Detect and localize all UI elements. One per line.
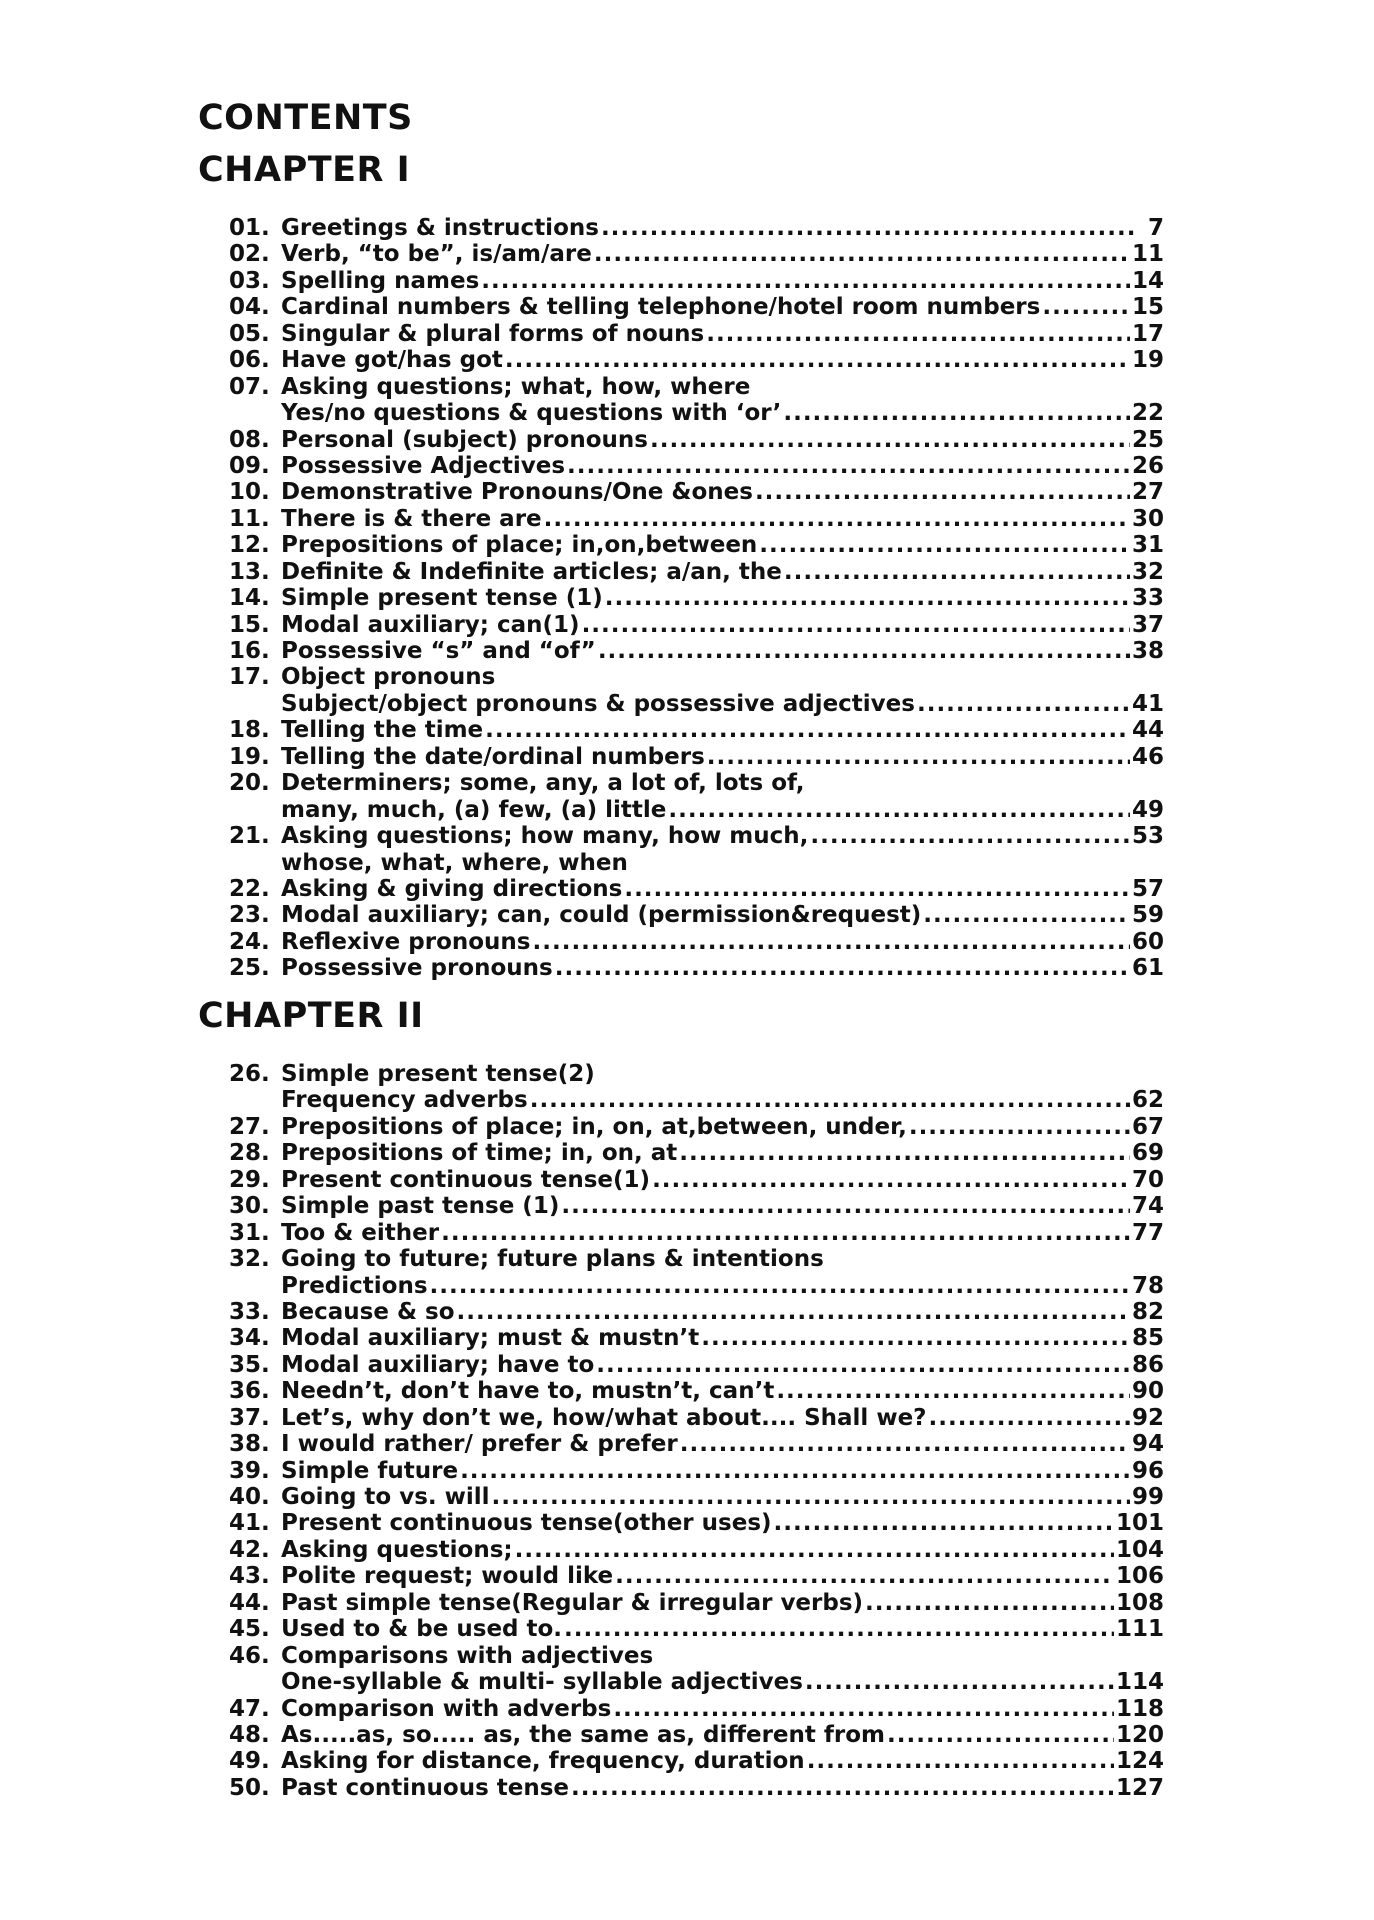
toc-entry (229, 1061, 1164, 1087)
toc-entry-number: 09. (229, 452, 270, 479)
toc-entry (229, 1616, 1164, 1642)
toc-page-number: 7 (1147, 215, 1164, 241)
toc-entry (229, 479, 1164, 505)
dot-leader (615, 1563, 1114, 1589)
toc-entry-number: 37. (229, 1404, 270, 1431)
toc-entry-title: Possessive “s” and “of” (281, 638, 596, 664)
toc-page-number: 74 (1131, 1193, 1164, 1220)
toc-entry-title: Reflexive pronouns (281, 928, 531, 955)
toc-page-number: 96 (1131, 1457, 1164, 1484)
toc-entry (229, 1563, 1164, 1589)
dot-leader (707, 744, 1130, 770)
toc-entry-title: Singular & plural forms of nouns (281, 320, 705, 347)
dot-leader (567, 453, 1130, 479)
toc-entry-number: 17. (229, 664, 270, 691)
dot-leader (481, 268, 1130, 294)
toc-entry-title: Polite request; would like (281, 1563, 614, 1590)
toc-entry-title: Personal (subject) pronouns (281, 426, 648, 453)
toc-entry-number: 29. (229, 1166, 270, 1193)
toc-entry (229, 876, 1164, 902)
toc-entry-number: 42. (229, 1536, 270, 1563)
dot-leader (923, 902, 1130, 928)
toc-entry-title: Past continuous tense (281, 1774, 570, 1801)
toc-entry (229, 1431, 1164, 1457)
dot-leader (887, 1722, 1114, 1748)
toc-page-number: 108 (1115, 1589, 1164, 1616)
toc-entry-number: 16. (229, 638, 270, 664)
toc-entry (229, 1590, 1164, 1616)
toc-page-number: 111 (1115, 1616, 1164, 1643)
toc-entry-title: whose, what, where, when (281, 849, 628, 876)
toc-entry-title: Simple past tense (1) (281, 1193, 560, 1220)
toc-entry (229, 585, 1164, 611)
toc-entry-title: Simple present tense(2) (281, 1061, 595, 1087)
toc-entry-title: Possessive Adjectives (281, 452, 566, 479)
toc-entry (229, 215, 1164, 241)
toc-entry-number: 05. (229, 320, 270, 347)
toc-entry (229, 744, 1164, 770)
toc-entry-title: Asking & giving directions (281, 875, 623, 902)
toc-page-number: 60 (1131, 928, 1164, 955)
toc-page-number: 118 (1115, 1695, 1164, 1722)
toc-entry-title: One-syllable & multi- syllable adjectives (281, 1669, 803, 1696)
toc-entry-title: Simple future (281, 1457, 459, 1484)
toc-entry-number: 48. (229, 1721, 270, 1748)
toc-list-chapter-2 (229, 1061, 1164, 1801)
toc-page-number: 99 (1131, 1484, 1164, 1510)
toc-entry-title: Telling the date/ordinal numbers (281, 743, 705, 770)
dot-leader (430, 1273, 1130, 1299)
toc-entry-number: 31. (229, 1219, 270, 1246)
dot-leader (441, 1220, 1130, 1246)
toc-entry-number: 11. (229, 505, 270, 532)
toc-page-number: 33 (1131, 585, 1164, 612)
toc-entry-number: 40. (229, 1484, 270, 1510)
toc-entry-title: Modal auxiliary; must & mustn’t (281, 1325, 700, 1352)
toc-entry (229, 1114, 1164, 1140)
toc-page-number: 53 (1131, 823, 1164, 850)
toc-entry-number: 44. (229, 1589, 270, 1616)
dot-leader (668, 797, 1130, 823)
toc-entry-continuation (229, 850, 1164, 876)
toc-entry-title: Modal auxiliary; have to (281, 1351, 595, 1378)
toc-entry-continuation (229, 797, 1164, 823)
dot-leader (605, 585, 1130, 611)
toc-entry-continuation (229, 400, 1164, 426)
toc-entry (229, 955, 1164, 981)
toc-entry (229, 638, 1164, 664)
toc-entry-number: 06. (229, 347, 270, 374)
toc-entry-title: Greetings & instructions (281, 215, 599, 241)
toc-page-number: 85 (1131, 1325, 1164, 1352)
toc-entry-title: Predictions (281, 1272, 428, 1299)
dot-leader (530, 1087, 1130, 1113)
toc-entry (229, 1352, 1164, 1378)
toc-entry-title: Determiners; some, any, a lot of, lots of, (281, 770, 805, 797)
page-title: CONTENTS (198, 98, 413, 138)
toc-entry-title: Let’s, why don’t we, how/what about.... Shall we? (281, 1404, 927, 1431)
toc-entry (229, 1325, 1164, 1351)
toc-page-number: 77 (1131, 1219, 1164, 1246)
toc-entry-number: 23. (229, 902, 270, 929)
toc-entry (229, 1167, 1164, 1193)
toc-entry-title: Have got/has got (281, 347, 503, 374)
toc-entry-number: 24. (229, 928, 270, 955)
dot-leader (909, 1114, 1130, 1140)
toc-entry-continuation (229, 691, 1164, 717)
dot-leader (784, 559, 1130, 585)
dot-leader (865, 1590, 1114, 1616)
dot-leader (457, 1299, 1130, 1325)
toc-entry-title: Prepositions of time; in, on, at (281, 1140, 678, 1167)
toc-entry (229, 532, 1164, 558)
toc-page-number: 101 (1115, 1510, 1164, 1537)
toc-entry-number: 45. (229, 1616, 270, 1643)
toc-entry-number: 07. (229, 373, 270, 400)
toc-entry (229, 1510, 1164, 1536)
toc-page-number: 127 (1115, 1774, 1164, 1801)
toc-entry (229, 1140, 1164, 1166)
dot-leader (571, 1775, 1114, 1801)
toc-entry-title: Yes/no questions & questions with ‘or’ (281, 400, 782, 427)
toc-list-chapter-1 (229, 215, 1164, 982)
toc-entry-number: 32. (229, 1246, 270, 1273)
toc-entry (229, 1537, 1164, 1563)
toc-entry (229, 1484, 1164, 1510)
toc-page-number: 114 (1115, 1669, 1164, 1696)
toc-entry-title: Going to future; future plans & intentions (281, 1246, 824, 1273)
toc-entry-number: 49. (229, 1748, 270, 1775)
toc-entry (229, 664, 1164, 690)
toc-page-number: 82 (1131, 1298, 1164, 1325)
dot-leader (807, 1748, 1114, 1774)
dot-leader (679, 1140, 1130, 1166)
toc-page-number: 67 (1131, 1113, 1164, 1140)
toc-entry-title: Because & so (281, 1298, 455, 1325)
toc-page-number: 41 (1131, 690, 1164, 717)
dot-leader (759, 532, 1130, 558)
toc-page-number: 94 (1131, 1431, 1164, 1458)
toc-entry-title: Demonstrative Pronouns/One &ones (281, 479, 753, 506)
toc-page-number: 26 (1131, 452, 1164, 479)
toc-entry-number: 01. (229, 215, 270, 241)
toc-entry-number: 13. (229, 558, 270, 585)
toc-page-number: 27 (1131, 479, 1164, 506)
toc-entry-title: Going to vs. will (281, 1484, 490, 1510)
toc-entry-number: 27. (229, 1113, 270, 1140)
dot-leader (624, 876, 1130, 902)
toc-entry-title: There is & there are (281, 505, 542, 532)
dot-leader (774, 1510, 1114, 1536)
toc-page-number: 15 (1131, 294, 1164, 321)
toc-entry-title: As.....as, so..... as, the same as, different from (281, 1721, 885, 1748)
toc-page-number: 62 (1131, 1087, 1164, 1114)
toc-entry-continuation (229, 1273, 1164, 1299)
toc-entry-title: Modal auxiliary; can, could (permission&request) (281, 902, 922, 929)
toc-entry-number: 43. (229, 1563, 270, 1590)
toc-page-number: 78 (1131, 1272, 1164, 1299)
toc-page-number: 106 (1115, 1563, 1164, 1590)
toc-entry (229, 823, 1164, 849)
toc-entry (229, 929, 1164, 955)
toc-page-number: 46 (1131, 743, 1164, 770)
toc-entry-number: 38. (229, 1431, 270, 1458)
dot-leader (555, 955, 1130, 981)
toc-page-number: 25 (1131, 426, 1164, 453)
toc-entry-title: Spelling names (281, 267, 480, 294)
toc-entry (229, 1722, 1164, 1748)
dot-leader (485, 717, 1130, 743)
toc-page-number: 31 (1131, 532, 1164, 559)
dot-leader (561, 1193, 1130, 1219)
dot-leader (601, 215, 1134, 241)
dot-leader (917, 691, 1130, 717)
toc-entry (229, 1458, 1164, 1484)
toc-entry (229, 1643, 1164, 1669)
toc-entry-number: 26. (229, 1061, 270, 1087)
dot-leader (613, 1696, 1114, 1722)
toc-entry (229, 1775, 1164, 1801)
toc-entry-title: Prepositions of place; in, on, at,between, under, (281, 1113, 907, 1140)
toc-entry-number: 19. (229, 743, 270, 770)
toc-page-number: 124 (1115, 1748, 1164, 1775)
dot-leader (598, 638, 1130, 664)
toc-page-number: 30 (1131, 505, 1164, 532)
dot-leader (515, 1537, 1114, 1563)
toc-page-number: 70 (1131, 1166, 1164, 1193)
toc-entry-number: 21. (229, 823, 270, 850)
toc-entry-title: Object pronouns (281, 664, 496, 691)
toc-entry-number: 18. (229, 717, 270, 744)
toc-entry-title: Simple present tense (1) (281, 585, 603, 612)
toc-entry-title: Too & either (281, 1219, 440, 1246)
toc-entry-continuation (229, 1087, 1164, 1113)
toc-entry (229, 1378, 1164, 1404)
toc-entry (229, 902, 1164, 928)
toc-entry-number: 22. (229, 875, 270, 902)
dot-leader (776, 1378, 1130, 1404)
toc-entry-title: Used to & be used to. (281, 1616, 563, 1643)
dot-leader (810, 823, 1130, 849)
toc-entry-title: Definite & Indefinite articles; a/an, the (281, 558, 782, 585)
toc-entry-title: Frequency adverbs (281, 1087, 528, 1114)
toc-entry-number: 08. (229, 426, 270, 453)
dot-leader (582, 612, 1130, 638)
toc-entry-title: Verb, “to be”, is/am/are (281, 241, 592, 268)
toc-entry-number: 41. (229, 1510, 270, 1537)
toc-entry-title: Comparison with adverbs (281, 1695, 612, 1722)
toc-entry (229, 770, 1164, 796)
toc-entry-number: 33. (229, 1298, 270, 1325)
toc-entry (229, 1246, 1164, 1272)
toc-entry (229, 612, 1164, 638)
toc-entry-number: 04. (229, 294, 270, 321)
dot-leader (544, 506, 1130, 532)
toc-entry (229, 1299, 1164, 1325)
toc-entry (229, 1220, 1164, 1246)
toc-page-number: 86 (1131, 1351, 1164, 1378)
toc-entry-title: Modal auxiliary; can(1) (281, 611, 580, 638)
dot-leader (783, 400, 1130, 426)
toc-entry (229, 717, 1164, 743)
toc-entry-number: 36. (229, 1378, 270, 1405)
toc-entry (229, 347, 1164, 373)
toc-entry-title: Possessive pronouns (281, 955, 553, 982)
dot-leader (564, 1616, 1114, 1642)
toc-entry-number: 12. (229, 532, 270, 559)
toc-page-number: 49 (1131, 796, 1164, 823)
toc-entry-number: 20. (229, 770, 270, 797)
toc-entry-title: Asking questions; what, how, where (281, 373, 751, 400)
chapter-heading: CHAPTER I (198, 150, 411, 190)
toc-page-number: 104 (1115, 1536, 1164, 1563)
toc-entry (229, 294, 1164, 320)
dot-leader (596, 1352, 1130, 1378)
chapter-heading: CHAPTER II (198, 996, 424, 1036)
toc-entry-title: many, much, (a) few, (a) little (281, 796, 667, 823)
toc-entry-number: 39. (229, 1457, 270, 1484)
dot-leader (533, 929, 1130, 955)
toc-page-number: 69 (1131, 1140, 1164, 1167)
toc-entry (229, 453, 1164, 479)
toc-entry-number: 15. (229, 611, 270, 638)
dot-leader (680, 1431, 1130, 1457)
dot-leader (460, 1458, 1130, 1484)
dot-leader (706, 321, 1130, 347)
toc-page-number: 59 (1131, 902, 1164, 929)
toc-page-number: 120 (1115, 1721, 1164, 1748)
toc-entry-title: I would rather/ prefer & prefer (281, 1431, 678, 1458)
toc-entry-continuation (229, 1669, 1164, 1695)
toc-page-number: 37 (1131, 611, 1164, 638)
toc-page-number: 14 (1131, 267, 1164, 294)
toc-entry-number: 25. (229, 955, 270, 982)
dot-leader (492, 1484, 1130, 1510)
toc-entry (229, 1405, 1164, 1431)
toc-entry-number: 03. (229, 267, 270, 294)
toc-entry (229, 427, 1164, 453)
toc-entry (229, 268, 1164, 294)
dot-leader (652, 1167, 1130, 1193)
toc-entry-title: Subject/object pronouns & possessive adjectives (281, 690, 915, 717)
toc-page-number: 61 (1131, 955, 1164, 982)
toc-entry-title: Cardinal numbers & telling telephone/hotel room numbers (281, 294, 1041, 321)
toc-page-number: 57 (1131, 875, 1164, 902)
toc-entry-title: Present continuous tense(other uses) (281, 1510, 772, 1537)
toc-entry-number: 47. (229, 1695, 270, 1722)
toc-entry-number: 28. (229, 1140, 270, 1167)
toc-entry (229, 321, 1164, 347)
toc-entry (229, 559, 1164, 585)
toc-entry (229, 374, 1164, 400)
toc-entry-title: Asking questions; how many, how much, (281, 823, 809, 850)
toc-entry (229, 1193, 1164, 1219)
toc-page-number: 22 (1131, 400, 1164, 427)
toc-page-number: 38 (1131, 638, 1164, 664)
toc-entry-number: 30. (229, 1193, 270, 1220)
toc-entry (229, 1696, 1164, 1722)
toc-entry (229, 506, 1164, 532)
dot-leader (650, 427, 1130, 453)
toc-entry-number: 14. (229, 585, 270, 612)
dot-leader (505, 347, 1130, 373)
dot-leader (755, 479, 1130, 505)
dot-leader (701, 1325, 1130, 1351)
toc-entry-number: 46. (229, 1642, 270, 1669)
toc-entry-title: Needn’t, don’t have to, mustn’t, can’t (281, 1378, 775, 1405)
toc-entry-title: Present continuous tense(1) (281, 1166, 651, 1193)
toc-page-number: 32 (1131, 558, 1164, 585)
dot-leader (1042, 294, 1130, 320)
toc-entry-title: Past simple tense(Regular & irregular verbs) (281, 1589, 864, 1616)
toc-entry-number: 10. (229, 479, 270, 506)
toc-page-number: 44 (1131, 717, 1164, 744)
toc-entry-number: 50. (229, 1774, 270, 1801)
toc-entry-number: 02. (229, 241, 270, 268)
toc-entry (229, 1748, 1164, 1774)
toc-entry (229, 241, 1164, 267)
toc-page-number: 11 (1131, 241, 1164, 268)
toc-entry-title: Comparisons with adjectives (281, 1642, 654, 1669)
toc-entry-title: Telling the time (281, 717, 484, 744)
toc-page-number: 92 (1131, 1404, 1164, 1431)
dot-leader (929, 1405, 1130, 1431)
toc-page-number: 90 (1131, 1378, 1164, 1405)
toc-entry-title: Asking for distance, frequency, duration (281, 1748, 805, 1775)
dot-leader (594, 241, 1130, 267)
dot-leader (805, 1669, 1114, 1695)
toc-entry-title: Asking questions; (281, 1536, 513, 1563)
toc-entry-number: 34. (229, 1325, 270, 1352)
toc-entry-number: 35. (229, 1351, 270, 1378)
toc-entry-title: Prepositions of place; in,on,between (281, 532, 758, 559)
toc-page-number: 19 (1131, 347, 1164, 374)
toc-page-number: 17 (1131, 320, 1164, 347)
